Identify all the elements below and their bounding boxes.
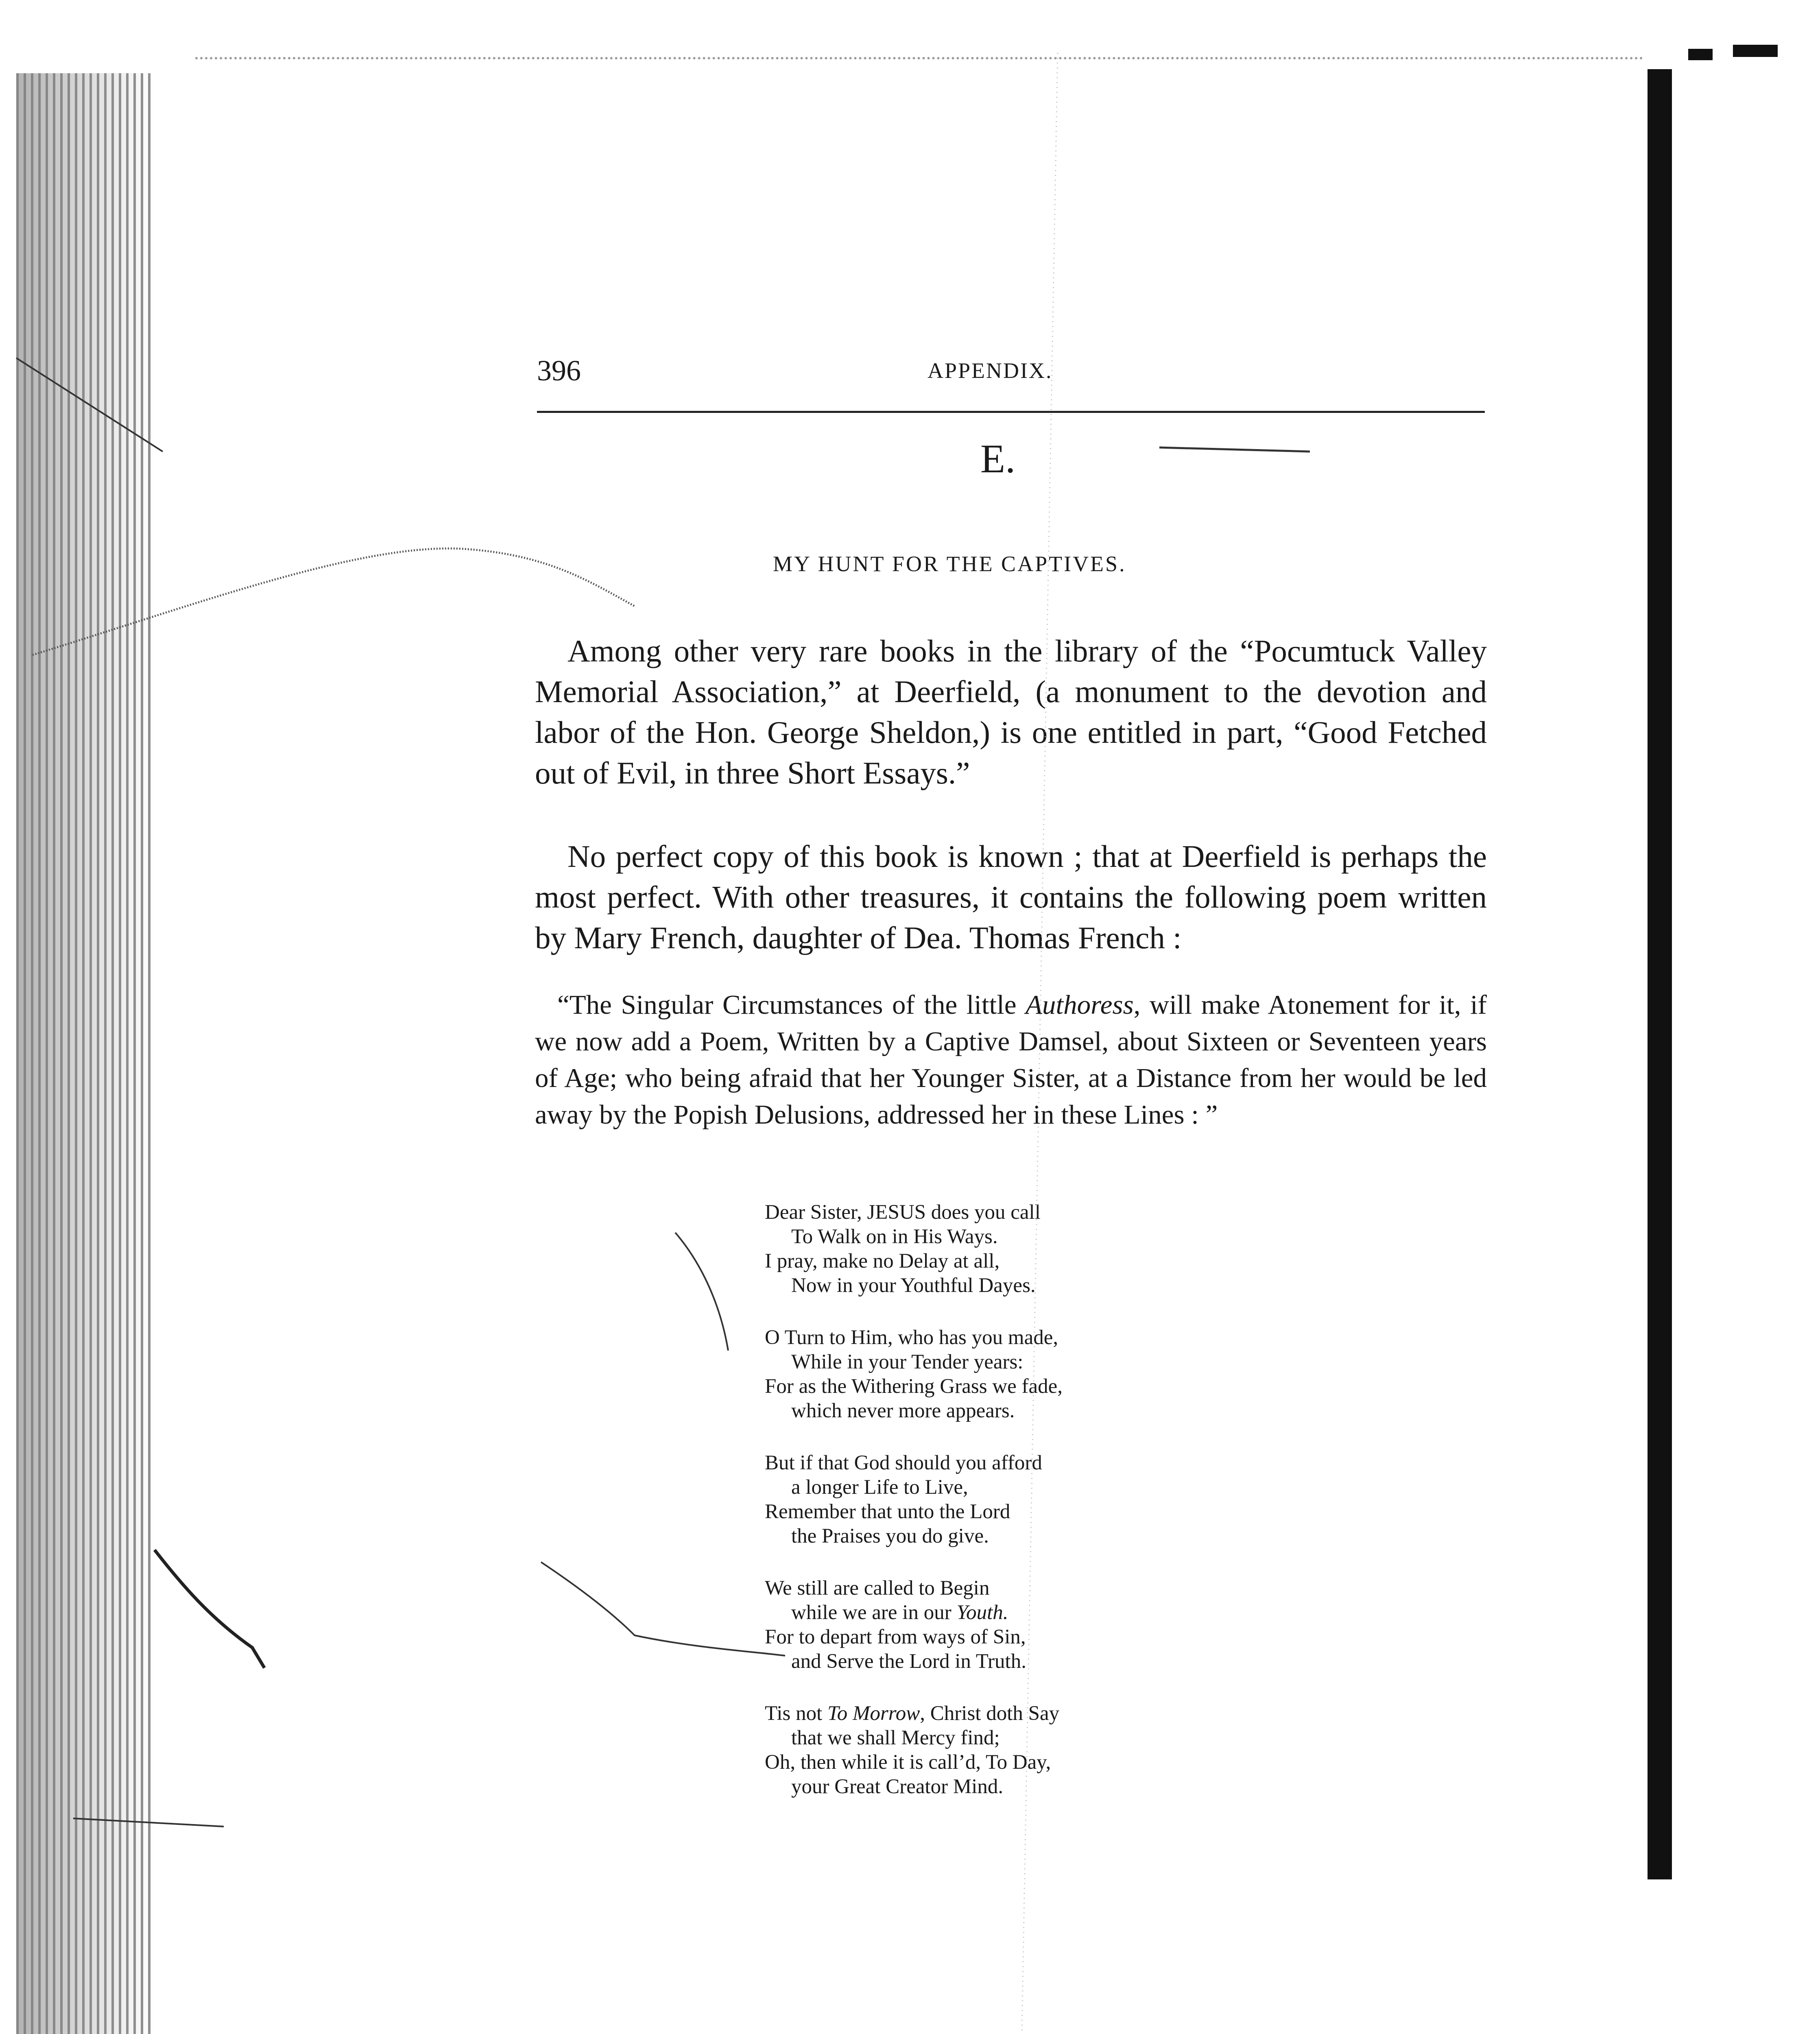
poem-line: O Turn to Him, who has you made, bbox=[765, 1326, 1058, 1349]
pen-mark bbox=[1159, 447, 1310, 452]
poem-line: For as the Withering Grass we fade, bbox=[765, 1375, 1063, 1398]
poem-line: For to depart from ways of Sin, bbox=[765, 1626, 1026, 1648]
poem-line: Now in your Youthful Dayes. bbox=[791, 1274, 1036, 1297]
page-number: 396 bbox=[537, 354, 581, 387]
poem-line-text: , Christ doth Say bbox=[920, 1702, 1060, 1725]
quote-emphasis: Authoress bbox=[1026, 990, 1134, 1020]
quote-text-after: , will make Atonement for it, if we now add a Poem, Written by a Captive Damsel, about Sixteen or Seventeen years of Age; who being afraid that her Younger Sister, at a Distance from her would be led away by the Popish Delusions, addressed her in these Lines : ” bbox=[535, 990, 1487, 1130]
poem-line: which never more appears. bbox=[791, 1399, 1015, 1422]
running-title: APPENDIX. bbox=[927, 358, 1053, 383]
paragraph-1: Among other very rare books in the library of the “Pocumtuck Valley Memorial Association,” at Deerfield, (a monument to the devotion and labor of the Hon. George Sheldon,) is one entitled in part, “Good Fetched out of Evil, in three Short Essays.” bbox=[535, 633, 1487, 790]
paragraph-2: No perfect copy of this book is known ; that at Deerfield is perhaps the most perfect. With other treasures, it contains the following poem written by Mary French, daughter of Dea. Thomas French : bbox=[535, 839, 1487, 955]
pen-mark bbox=[16, 358, 163, 452]
section-letter: E. bbox=[980, 436, 1016, 481]
pen-mark bbox=[73, 1818, 224, 1827]
poem-line: To Walk on in His Ways. bbox=[791, 1225, 998, 1248]
poem-line: the Praises you do give. bbox=[791, 1525, 989, 1547]
section-title: MY HUNT FOR THE CAPTIVES. bbox=[773, 552, 1126, 576]
pen-mark bbox=[541, 1562, 785, 1656]
poem-line: But if that God should you afford bbox=[765, 1451, 1042, 1474]
poem-line-text: Tis not bbox=[765, 1702, 823, 1725]
poem-line: Dear Sister, JESUS does you call bbox=[765, 1201, 1041, 1224]
poem-line: I pray, make no Delay at all, bbox=[765, 1250, 1000, 1272]
poem-line: a longer Life to Live, bbox=[791, 1476, 968, 1499]
poem-line-text: while we are in our bbox=[791, 1601, 951, 1624]
poem-line: Oh, then while it is call’d, To Day, bbox=[765, 1751, 1051, 1774]
poem-line: Remember that unto the Lord bbox=[765, 1500, 1010, 1523]
pen-mark bbox=[1021, 53, 1058, 2034]
poem-line: that we shall Mercy find; bbox=[791, 1726, 1000, 1749]
pen-mark bbox=[155, 1550, 264, 1668]
poem-line: We still are called to Begin bbox=[765, 1577, 990, 1600]
poem-italic-word: Youth. bbox=[956, 1601, 1008, 1624]
pen-mark bbox=[33, 548, 635, 655]
poem-line: your Great Creator Mind. bbox=[791, 1775, 1004, 1798]
poem-line: and Serve the Lord in Truth. bbox=[791, 1650, 1026, 1673]
pen-mark bbox=[675, 1233, 728, 1351]
poem-italic-word: To Morrow bbox=[827, 1702, 920, 1725]
poem-line: While in your Tender years: bbox=[791, 1351, 1023, 1373]
quote-text-before: “The Singular Circumstances of the little bbox=[557, 990, 1026, 1020]
